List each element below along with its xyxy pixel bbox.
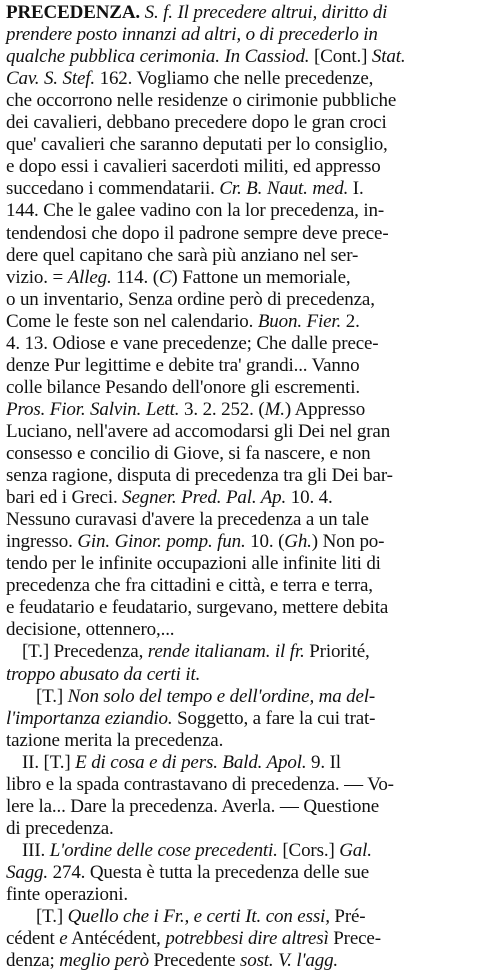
text: 162. Vogliamo che nelle precedenze, (95, 68, 374, 90)
text: succedano i commendatarii. (6, 178, 220, 200)
italic-text: Buon. Fier. (257, 310, 342, 332)
italic-text: Gin. Ginor. pomp. fun. (77, 531, 246, 553)
entry-line (6, 134, 388, 156)
text: tendendosi che dopo il padrone sempre deve prece- (6, 222, 389, 244)
entry-line (6, 200, 384, 222)
entry-line (6, 443, 370, 465)
italic-text: e (59, 928, 68, 950)
text: tendo per le infinite occupazioni alle infinite liti di (6, 553, 381, 575)
text: II. [T.] (22, 751, 76, 773)
entry-line (22, 840, 372, 862)
text: Priorité, (304, 641, 370, 663)
text: tazione merita la precedenza. (6, 729, 224, 751)
entry-line (36, 686, 375, 708)
entry-line (6, 796, 379, 818)
entry-line (6, 421, 390, 443)
entry-line (22, 641, 370, 663)
entry-line (6, 289, 375, 311)
italic-text: Sagg. (6, 861, 49, 883)
text: bari ed i Greci. (6, 487, 123, 509)
text: Nessuno curavasi d'avere la precedenza a un tale (6, 509, 369, 531)
text: di precedenza. (6, 817, 114, 839)
text: libro e la spada contrastavano di precedenza. — Vo- (6, 773, 394, 795)
entry-line (6, 245, 358, 267)
headword: PRECEDENZA. (6, 2, 141, 23)
text: 3. 2. 252. ( (179, 398, 265, 420)
text: colle bilance Pesando dell'onore gli escrementi. (6, 376, 360, 398)
italic-text: Quello che i Fr., e certi It. con essi, (67, 906, 330, 928)
italic-text: Non solo del tempo e dell'ordine, ma del- (67, 685, 376, 707)
text: dei cavalieri, debbano precedere dopo le gran croci (6, 112, 387, 134)
italic-text: M. (264, 398, 285, 420)
entry-line (6, 509, 369, 531)
text: ) Appresso (284, 398, 366, 420)
italic-text: prendere posto innanzi ad altri, o di precederlo in (6, 24, 378, 46)
entry-line (6, 90, 396, 112)
text: 2. (341, 310, 360, 332)
text: [T.] Precedenza, (22, 641, 148, 663)
text: ) Non po- (311, 531, 385, 553)
text: e dopo essi i cavalieri sacerdoti militi, ed appresso (6, 156, 381, 178)
italic-text: sost. V. l'agg. (239, 950, 339, 972)
italic-text: qualche pubblica cerimonia. In Cassiod. (6, 46, 310, 68)
italic-text: Alleg. (67, 266, 112, 288)
italic-text: Pros. Fior. Salvin. Lett. (6, 398, 180, 420)
entry-line (36, 906, 365, 928)
entry-line (6, 774, 394, 796)
italic-text: Segner. Pred. Pal. Ap. (122, 487, 287, 509)
entry-line (6, 355, 359, 377)
text: Pré- (329, 906, 366, 928)
text: cédent (6, 928, 60, 950)
entry-line (6, 46, 405, 68)
italic-text: S. f. Il precedere altrui, diritto di (140, 2, 388, 23)
text: Precedente (148, 950, 240, 972)
text: decisione, ottennero,... (6, 619, 175, 641)
entry-line (6, 575, 373, 597)
text: I. (348, 178, 364, 200)
text: Come le feste son nel calendario. (6, 310, 258, 332)
entry-line (6, 928, 381, 950)
text: [T.] (36, 906, 68, 928)
entry-line (6, 597, 388, 619)
entry-line (6, 178, 364, 200)
text: 4. 13. Odiose e vane precedenze; Che dalle prece- (6, 332, 379, 354)
text: precedenza che fra cittadini e città, e terra e terra, (6, 575, 373, 597)
text: 9. Il (306, 751, 341, 773)
entry-line (22, 752, 341, 774)
text: que' cavalieri che saranno deputati per lo consiglio, (6, 134, 388, 156)
entry-line (6, 730, 223, 752)
text: Prece- (328, 928, 381, 950)
text: dere quel capitano che sarà più anziano nel ser- (6, 244, 359, 266)
text: 10. ( (245, 531, 285, 553)
entry-line (6, 619, 174, 641)
entry-line (6, 112, 387, 134)
text: 144. Che le galee vadino con la lor precedenza, in- (6, 200, 384, 222)
entry-line (6, 818, 114, 840)
text: lere la... Dare la precedenza. Averla. — Questione (6, 795, 380, 817)
entry-line (6, 333, 378, 355)
entry-line (6, 487, 333, 509)
text: senza ragione, disputa di precedenza tra gli Dei bar- (6, 465, 393, 487)
text: Luciano, nell'avere ad accomodarsi gli Dei nel gran (6, 420, 391, 442)
italic-text: Cav. S. Stef. (6, 68, 95, 90)
entry-line (6, 267, 351, 289)
italic-text: Gh. (284, 531, 312, 553)
italic-text: L'ordine delle cose precedenti. (49, 839, 278, 861)
text: vizio. = (6, 266, 68, 288)
entry-line (6, 465, 393, 487)
text: denza; (6, 950, 60, 972)
text: e feudatario e feudatario, surgevano, mettere debita (6, 597, 389, 619)
text: [Cont.] (309, 46, 372, 68)
text: ) Fattone un memoriale, (171, 266, 351, 288)
entry-line (6, 2, 387, 24)
text: 114. ( (111, 266, 159, 288)
italic-text: troppo abusato da certi it. (6, 663, 201, 685)
text: consesso e concilio di Giove, si fa nascere, e non (6, 443, 371, 464)
text: o un inventario, Senza ordine però di precedenza, (6, 288, 375, 310)
entry-line (6, 24, 378, 46)
italic-text: E di cosa e di pers. Bald. Apol. (75, 751, 307, 773)
italic-text: meglio però (59, 950, 149, 972)
entry-line (6, 950, 338, 972)
entry-line (6, 708, 375, 730)
text: Soggetto, a fare la cui trat- (172, 707, 376, 729)
italic-text: C (158, 266, 172, 288)
text: finte operazioni. (6, 884, 128, 905)
text: 10. 4. (286, 487, 333, 509)
entry-line (6, 223, 389, 245)
italic-text: Cr. B. Naut. med. (219, 178, 349, 200)
entry-line (6, 553, 381, 575)
text: ingresso. (6, 531, 78, 553)
text: che occorrono nelle residenze o cirimonie pubbliche (6, 90, 397, 112)
entry-line (6, 862, 369, 884)
entry-line (6, 531, 384, 553)
italic-text: Stat. (371, 46, 406, 68)
text: Antécédent, (67, 928, 166, 950)
entry-line (6, 377, 360, 399)
text: [T.] (36, 685, 68, 707)
italic-text: potrebbesi dire altresì (165, 928, 329, 950)
entry-line (6, 664, 200, 686)
italic-text: l'importanza eziandio. (6, 707, 173, 729)
entry-line (6, 68, 373, 90)
italic-text: Gal. (339, 839, 372, 861)
italic-text: rende italianam. il fr. (147, 641, 305, 663)
text: 274. Questa è tutta la precedenza delle sue (48, 861, 370, 883)
entry-line (6, 156, 381, 178)
entry-line (6, 884, 128, 906)
text: III. (22, 839, 50, 861)
text: denze Pur legittime e debite tra' grandi... Vanno (6, 354, 360, 376)
entry-line (6, 399, 365, 421)
text: [Cors.] (277, 839, 340, 861)
entry-line (6, 311, 360, 333)
